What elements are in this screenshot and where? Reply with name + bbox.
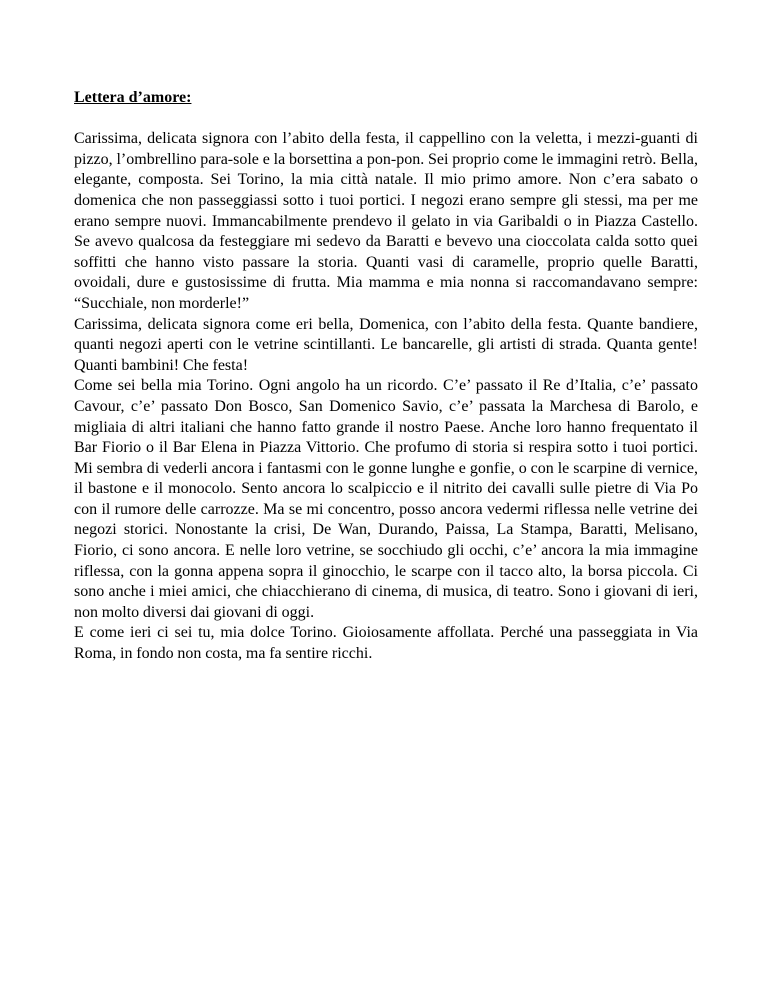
paragraph-2: Carissima, delicata signora come eri bella, Domenica, con l’abito della festa. Quante bandiere, quanti negozi aperti con le vetrine scintillanti. Le bancarelle, gli artisti di strada. Quanta gente! Quanti bambini! Che festa! — [74, 315, 698, 374]
document-title: Lettera d’amore: — [74, 89, 192, 106]
paragraph-1: Carissima, delicata signora con l’abito della festa, il cappellino con la veletta, i mezzi-guanti di pizzo, l’ombrellino para-sole e la borsettina a pon-pon. Sei proprio come le immagini retrò. Bella, elegante, composta. Sei Torino, la mia città natale. Il mio primo amore. Non c’era sabato o domenica che non passeggiassi sotto i tuoi portici. I negozi erano sempre gli stessi, ma per me erano sempre nuovi. Immancabilmente prendevo il gelato in via Garibaldi o in Piazza Castello. Se avevo qualcosa da festeggiare mi sedevo da Baratti e bevevo una cioccolata calda sotto quei soffitti che hanno visto passare la storia. Quanti vasi di caramelle, proprio quelle Baratti, ovoidali, dure e gustosissime di frutta. Mia mamma e mia nonna si raccomandavano sempre: “Succhiale, non morderle!” — [74, 130, 698, 312]
paragraph-4: E come ieri ci sei tu, mia dolce Torino. Gioiosamente affollata. Perché una passeggiata in Via Roma, in fondo non costa, ma fa sentire ricchi. — [74, 624, 698, 663]
paragraph-3: Come sei bella mia Torino. Ogni angolo ha un ricordo. C’e’ passato il Re d’Italia, c’e’ passato Cavour, c’e’ passato Don Bosco, San Domenico Savio, c’e’ passata la Marchesa di Barolo, e migliaia di altri italiani che hanno fatto grande il nostro Paese. Anche loro hanno frequentato il Bar Fiorio o il Bar Elena in Piazza Vittorio. Che profumo di storia si respira sotto i tuoi portici. Mi sembra di vederli ancora i fantasmi con le gonne lunghe e gonfie, o con le scarpine di vernice, il bastone e il monocolo. Sento ancora lo scalpiccio e il nitrito dei cavalli sulle pietre di Via Po con il rumore delle carrozze. Ma se mi concentro, posso ancora vedermi riflessa nelle vetrine dei negozi storici. Nonostante la crisi, De Wan, Durando, Paissa, La Stampa, Baratti, Melisano, Fiorio, ci sono ancora. E nelle loro vetrine, se socchiudo gli occhi, c’e’ ancora la mia immagine riflessa, con la gonna appena sopra il ginocchio, le scarpe con il tacco alto, la borsa piccola. Ci sono anche i miei amici, che chiacchierano di cinema, di musica, di teatro. Sono i giovani di ieri, non molto diversi dai giovani di oggi. — [74, 377, 698, 621]
document-body — [74, 88, 698, 665]
